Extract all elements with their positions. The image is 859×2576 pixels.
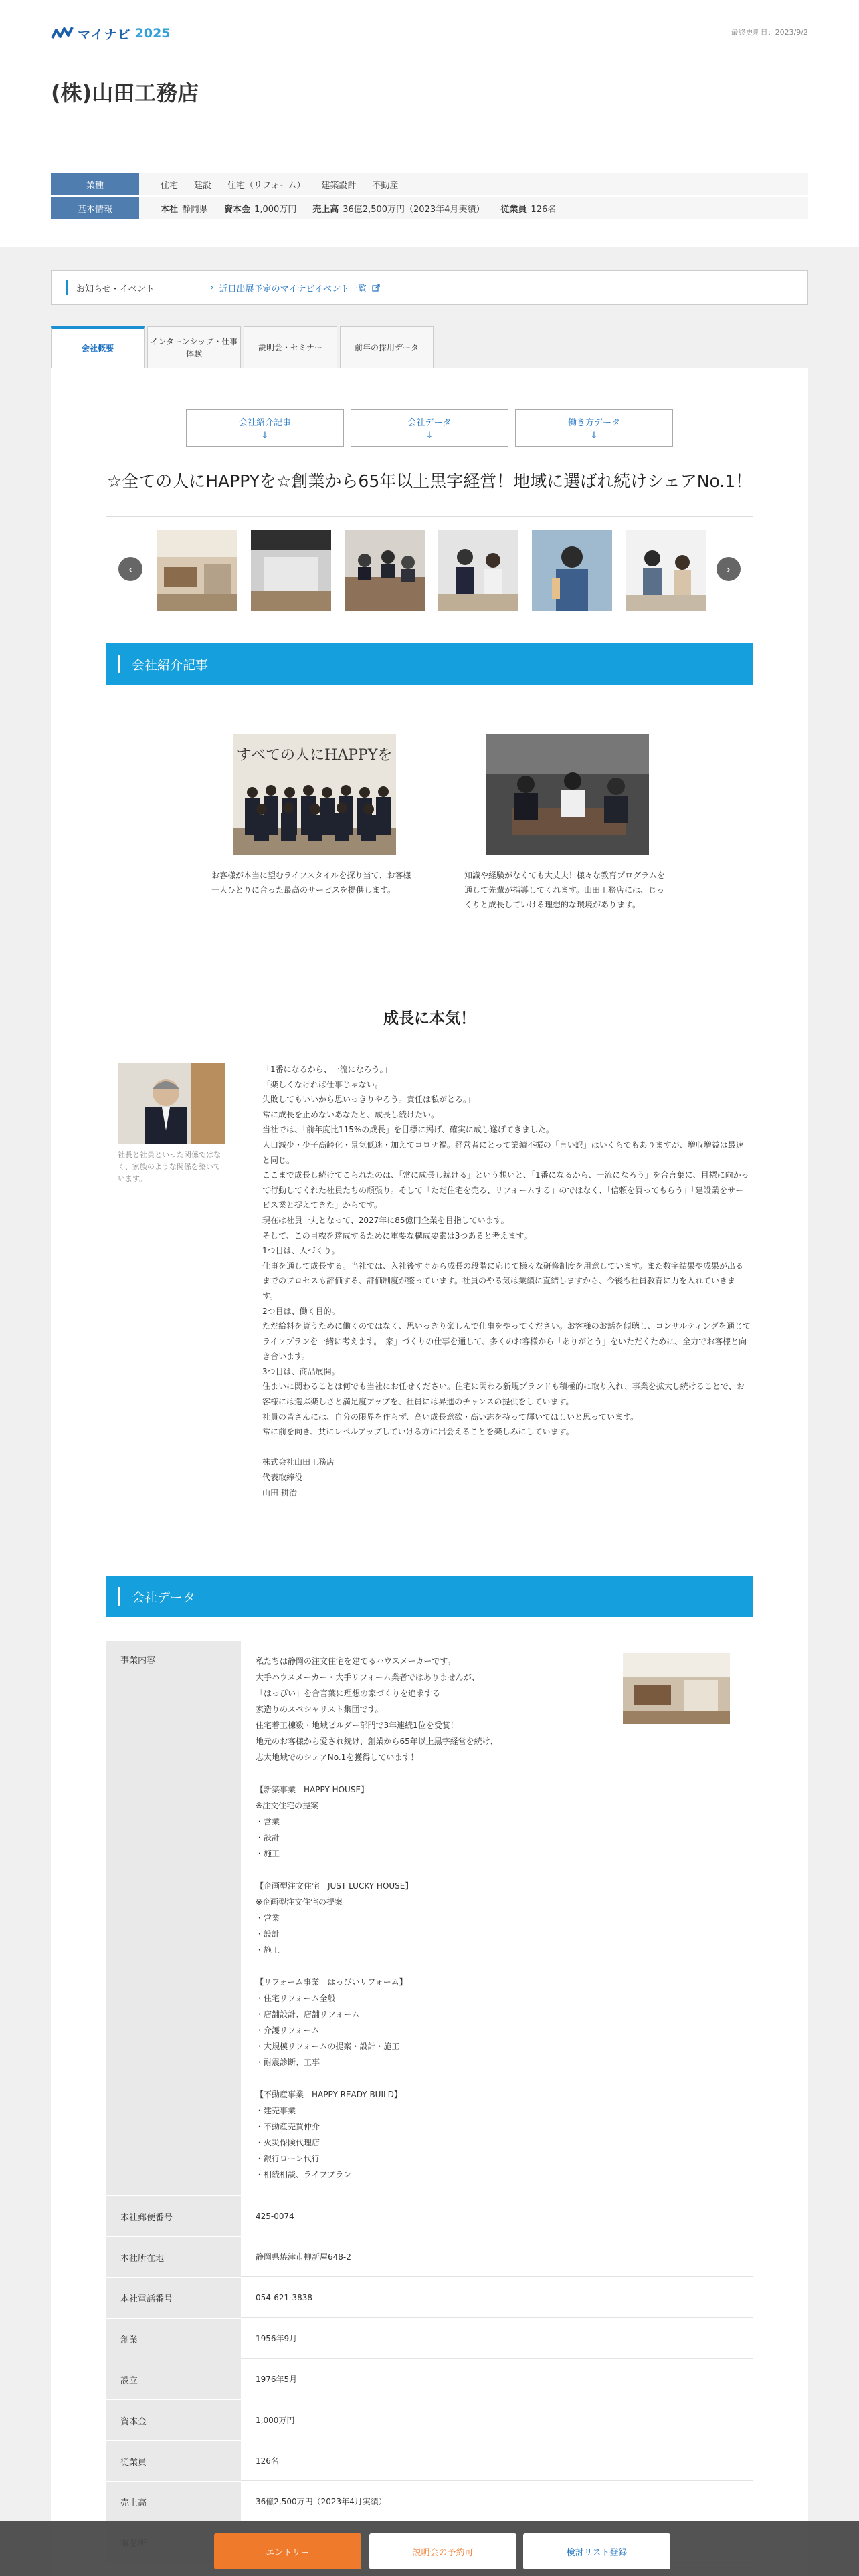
intro-articles [211, 734, 672, 912]
data-row [106, 2237, 753, 2278]
section-heading-intro [106, 643, 753, 685]
business-line: ・建売事業 [256, 2106, 296, 2115]
anchor-label: 会社紹介記事 [238, 418, 291, 428]
office-photo-1 [157, 530, 237, 611]
business-line: ・相続相談、ライフプラン [256, 2170, 352, 2179]
company-data-table [106, 1641, 753, 2563]
message-line: 当社では、「前年度比115%の成長」を目標に掲げ、確実に成し遂げてきました。 [262, 1125, 554, 1135]
data-label: 創業 [106, 2319, 241, 2359]
tab-seminar[interactable]: 説明会・セミナー [244, 326, 337, 368]
data-row [106, 2441, 753, 2482]
industry-values [139, 173, 398, 195]
chevron-right-icon: › [726, 562, 731, 576]
sales-label: 売上高 [312, 204, 339, 215]
business-line: ・大規模リフォームの提案・設計・施工 [256, 2042, 400, 2051]
message-line: 住まいに関わることは何でも当社にお任せください。住宅に関わる新規ブランドも積極的に取り入れ、事業を拡大し続けることで、お客様には選ぶ楽しさと満足度アップを、社員には昇進のチャンスの提供をしています。 [262, 1382, 745, 1407]
basic-info-row [51, 197, 808, 221]
data-value: 425-0074 [241, 2196, 753, 2236]
carousel-thumb[interactable] [532, 530, 612, 611]
business-image [623, 1653, 730, 1724]
message-line: 「1番になるから、一流になろう。」 [262, 1065, 392, 1074]
business-line: ・住宅リフォーム全般 [256, 1994, 336, 2003]
business-line [256, 1862, 738, 1878]
data-label: 売上高 [106, 2482, 241, 2522]
business-line: ・介護リフォーム [256, 2026, 320, 2035]
data-row [106, 2359, 753, 2400]
last-updated: 最終更新日：2023/9/2 [731, 28, 808, 37]
president-message [262, 1062, 751, 1500]
business-description [256, 1653, 738, 2183]
section-title: 会社紹介記事 [132, 657, 209, 673]
message-line: ただ給料を貰うために働くのではなく、思いっきり楽しんで仕事をやってください。お客様のお話を傾聴し、コンサルティングを通じてライフプランを一緒に考えます。「家」づくりの仕事を通して、多くのお客様から「ありがとう」をいただくために、全力でお客様と向き合います。 [262, 1321, 751, 1362]
anchor-label: 働き方データ [567, 418, 620, 428]
article-card[interactable] [211, 734, 419, 912]
industry-item: 建築設計 [321, 180, 357, 191]
company-name: (株)山田工務店 [51, 80, 199, 106]
data-rows [106, 2196, 753, 2563]
business-line: ・施工 [256, 1945, 280, 1955]
tab-previous-recruitment[interactable]: 前年の採用データ [340, 326, 434, 368]
data-value: 126名 [241, 2441, 753, 2481]
anchor-intro-button[interactable] [186, 409, 344, 447]
company-info-table [51, 173, 808, 221]
carousel-thumb[interactable] [438, 530, 518, 611]
carousel-next-button[interactable] [717, 557, 741, 581]
business-line: ・耐震診断、工事 [256, 2058, 320, 2067]
data-label: 本社電話番号 [106, 2278, 241, 2318]
capital-info [224, 202, 296, 215]
basic-info-label: 基本情報 [51, 197, 139, 219]
president-caption: 社長と社員といった関係ではなく、家族のような関係を築いています。 [118, 1150, 221, 1183]
business-line: ・不動産売買仲介 [256, 2122, 320, 2131]
photo-carousel [106, 516, 753, 623]
arrow-down-icon: ↓ [261, 431, 269, 441]
tab-internship[interactable]: インターンシップ・仕事体験 [147, 326, 241, 368]
data-value: 1,000万円 [241, 2400, 753, 2440]
event-link-text: 近日出展予定のマイナビイベント一覧 [219, 284, 367, 294]
business-line: ・火災保険代理店 [256, 2138, 320, 2147]
data-value: 静岡県焼津市柳新屋648-2 [241, 2237, 753, 2277]
sales-value: 36億2,500万円（2023年4月実績） [343, 204, 485, 215]
message-line: ここまで成長し続けてこられたのは、「常に成長し続ける」という想いと、「1番になるから、一流になろう」を合言葉に、目標に向かって行動してくれた社員たちの頑張り。そして「ただ住宅を売る、リフォームする」のではなく、「信頼を買ってもらう」「建設業をサービス業と捉えてきた」からです。 [262, 1170, 749, 1210]
business-line: ※企画型注文住宅の提案 [256, 1897, 343, 1907]
industry-item: 住宅 [161, 180, 179, 191]
heading-accent [118, 655, 120, 673]
business-line: ※注文住宅の提案 [256, 1801, 319, 1810]
carousel-prev-button[interactable] [118, 557, 142, 581]
bottom-action-bar [0, 2521, 859, 2576]
chevron-left-icon: ‹ [128, 562, 133, 576]
industry-item: 建設 [194, 180, 212, 191]
article-text: お客様が本当に望むライフスタイルを探り当て、お客様一人ひとりに合った最高のサービスを提供します。 [211, 871, 411, 895]
hq-info [161, 202, 208, 215]
president-photo [118, 1063, 225, 1144]
business-line: ・設計 [256, 1833, 280, 1842]
business-line: ・設計 [256, 1929, 280, 1939]
industry-label: 業種 [51, 173, 139, 195]
data-value [241, 1641, 753, 2195]
data-row-business [106, 1641, 753, 2196]
anchor-label: 会社データ [407, 418, 452, 428]
business-line: 志太地域でのシェアNo.1を獲得しています！ [256, 1753, 419, 1762]
message-line: 株式会社山田工務店 [262, 1457, 335, 1467]
message-line: そして、この目標を達成するために重要な構成要素は3つあると考えます。 [262, 1230, 532, 1241]
company-header [0, 64, 859, 247]
chevron-right-icon: › [210, 282, 214, 293]
data-row [106, 2319, 753, 2359]
message-title: 成長に本気！ [383, 1010, 476, 1027]
business-line: ・施工 [256, 1849, 280, 1858]
page-tabs [51, 326, 434, 368]
message-line: 常に成長を止めないあなたと、成長し続けたい。 [262, 1109, 440, 1119]
mynavi-logo[interactable] [51, 24, 171, 43]
tab-company-overview[interactable]: 会社概要 [51, 326, 145, 368]
message-line: 山田 耕治 [262, 1487, 297, 1497]
event-notice-bar [51, 270, 808, 305]
message-line: 仕事を通して成長する。当社では、入社後すぐから成長の段階に応じて様々な研修制度を用意しています。また数字結果や成果が出るまでのプロセスも評価する、評価制度が整っています。社員のやる気は業績に直結しますから、今後も社員教育に力を入れていきます。 [262, 1261, 744, 1301]
section-title: 会社データ [132, 1590, 196, 1605]
anchor-workstyle-button[interactable] [515, 409, 673, 447]
data-value: 36億2,500万円（2023年4月実績） [241, 2482, 753, 2522]
business-line: ・営業 [256, 1913, 280, 1923]
capital-value: 1,000万円 [254, 204, 297, 215]
data-row [106, 2196, 753, 2237]
capital-label: 資本金 [224, 204, 251, 215]
carousel-thumb[interactable] [157, 530, 237, 611]
business-line: 家造りのスペシャリスト集団です。 [256, 1705, 383, 1714]
sales-info [312, 202, 484, 215]
data-row [106, 2482, 753, 2523]
hq-value: 静岡県 [182, 204, 209, 215]
event-label: お知らせ・イベント [76, 284, 155, 294]
message-line: 人口減少・少子高齢化・景気低迷・加えてコロナ禍。経営者にとって業績不振の「言い訳」はいくらでもありますが、増収増益は最速と同じ。 [262, 1140, 744, 1165]
message-line: 2つ目は、働く目的。 [262, 1306, 340, 1316]
article-text: 知識や経験がなくても大丈夫！様々な教育プログラムを通して先輩が指導してくれます。山田工務店には、じっくりと成長していける理想的な環境があります。 [464, 871, 665, 909]
business-line: 私たちは静岡の注文住宅を建てるハウスメーカーです。 [256, 1656, 456, 1666]
business-line: ・店舗設計、店舗リフォーム [256, 2010, 360, 2019]
data-row [106, 2400, 753, 2441]
business-line: ・銀行ローン代行 [256, 2154, 320, 2163]
logo-text: マイナビ [78, 27, 131, 42]
carousel-thumb[interactable] [345, 530, 425, 611]
office-photo-2 [251, 530, 331, 611]
message-line [262, 1440, 751, 1455]
business-line: 【企画型注文住宅 JUST LUCKY HOUSE】 [256, 1881, 413, 1891]
president-portrait [118, 1063, 225, 1144]
data-label: 本社所在地 [106, 2237, 241, 2277]
basic-info-values [139, 197, 556, 219]
article-image [486, 734, 649, 855]
external-link-icon [372, 284, 380, 292]
carousel-thumb[interactable] [251, 530, 331, 611]
data-label: 設立 [106, 2359, 241, 2399]
entry-button[interactable]: エントリー [214, 2533, 361, 2569]
event-accent [66, 280, 68, 295]
data-label: 資本金 [106, 2400, 241, 2440]
arrow-down-icon: ↓ [590, 431, 598, 441]
business-line [256, 2070, 738, 2086]
mynavi-logo-icon [51, 26, 74, 41]
data-label: 従業員 [106, 2441, 241, 2481]
photo-overlay-text: すべての人にHAPPYを [236, 747, 393, 764]
business-line: 「はっぴい」を合言葉に理想の家づくりを追求する [256, 1689, 441, 1698]
employees-label: 従業員 [500, 204, 527, 215]
staff-photo [438, 530, 518, 611]
message-line: 1つ目は、人づくり。 [262, 1246, 340, 1256]
message-line: 3つ目は、商品展開。 [262, 1366, 340, 1376]
heading-accent [118, 1587, 120, 1606]
data-row [106, 2278, 753, 2319]
business-line [256, 1958, 738, 1974]
employees-value: 126名 [531, 204, 557, 215]
training-photo [486, 734, 649, 855]
business-line: 【不動産事業 HAPPY READY BUILD】 [256, 2090, 402, 2099]
logo-year: 2025 [134, 26, 171, 41]
meeting-photo [345, 530, 425, 611]
industry-item: 住宅（リフォーム） [227, 180, 306, 191]
business-line: 大手ハウスメーカー・大手リフォーム業者ではありませんが、 [256, 1673, 480, 1682]
article-card[interactable] [464, 734, 672, 912]
data-value: 1976年5月 [241, 2359, 753, 2399]
message-line: 失敗してもいいから思いっきりやろう。責任は私がとる。」 [262, 1095, 476, 1105]
seminar-reservation-button[interactable]: 説明会の予約可 [369, 2533, 516, 2569]
consultation-photo [626, 530, 706, 611]
event-list-link[interactable] [210, 282, 380, 294]
business-line: 住宅着工棟数・地域ビルダー部門で3年連続1位を受賞！ [256, 1721, 458, 1730]
message-line: 常に前を向き、共にレベルアップしていける方に出会えることを楽しみにしています。 [262, 1427, 574, 1437]
message-line: 社員の皆さんには、自分の限界を作らず、高い成長意欲・高い志を持って輝いてほしいと思っています。 [262, 1412, 639, 1422]
interior-photo [623, 1653, 730, 1724]
message-line: 「楽しくなければ仕事じゃない。 [262, 1079, 383, 1089]
business-line [256, 1765, 738, 1782]
business-line: 【リフォーム事業 はっぴいリフォーム】 [256, 1977, 407, 1987]
data-value: 1956年9月 [241, 2319, 753, 2359]
business-line: ・営業 [256, 1817, 280, 1826]
article-image [233, 734, 396, 855]
employees-info [500, 202, 556, 215]
group-photo [233, 734, 396, 855]
section-heading-data [106, 1576, 753, 1617]
message-line: 代表取締役 [262, 1473, 303, 1483]
anchor-data-button[interactable] [351, 409, 508, 447]
data-value: 054-621-3838 [241, 2278, 753, 2318]
anchor-nav [186, 409, 673, 447]
carousel-thumb[interactable] [626, 530, 706, 611]
data-label: 事業内容 [106, 1641, 241, 2195]
data-label: 本社郵便番号 [106, 2196, 241, 2236]
hq-label: 本社 [161, 204, 179, 215]
add-to-list-button[interactable]: 検討リスト登録 [523, 2533, 670, 2569]
catchphrase: ☆全ての人にHAPPYを☆創業から65年以上黒字経営！地域に選ばれ続けシェアNo.1！ [106, 471, 753, 491]
message-line: 現在は社員一丸となって、2027年に85億円企業を目指しています。 [262, 1215, 509, 1225]
business-line: 地元のお客様から愛され続け、創業から65年以上黒字経営を続け、 [256, 1737, 498, 1746]
industry-row [51, 173, 808, 197]
arrow-down-icon: ↓ [425, 431, 434, 441]
business-line: 【新築事業 HAPPY HOUSE】 [256, 1785, 369, 1794]
site-header [0, 0, 859, 64]
main-content [51, 368, 808, 2576]
worker-photo [532, 530, 612, 611]
industry-item: 不動産 [372, 180, 399, 191]
